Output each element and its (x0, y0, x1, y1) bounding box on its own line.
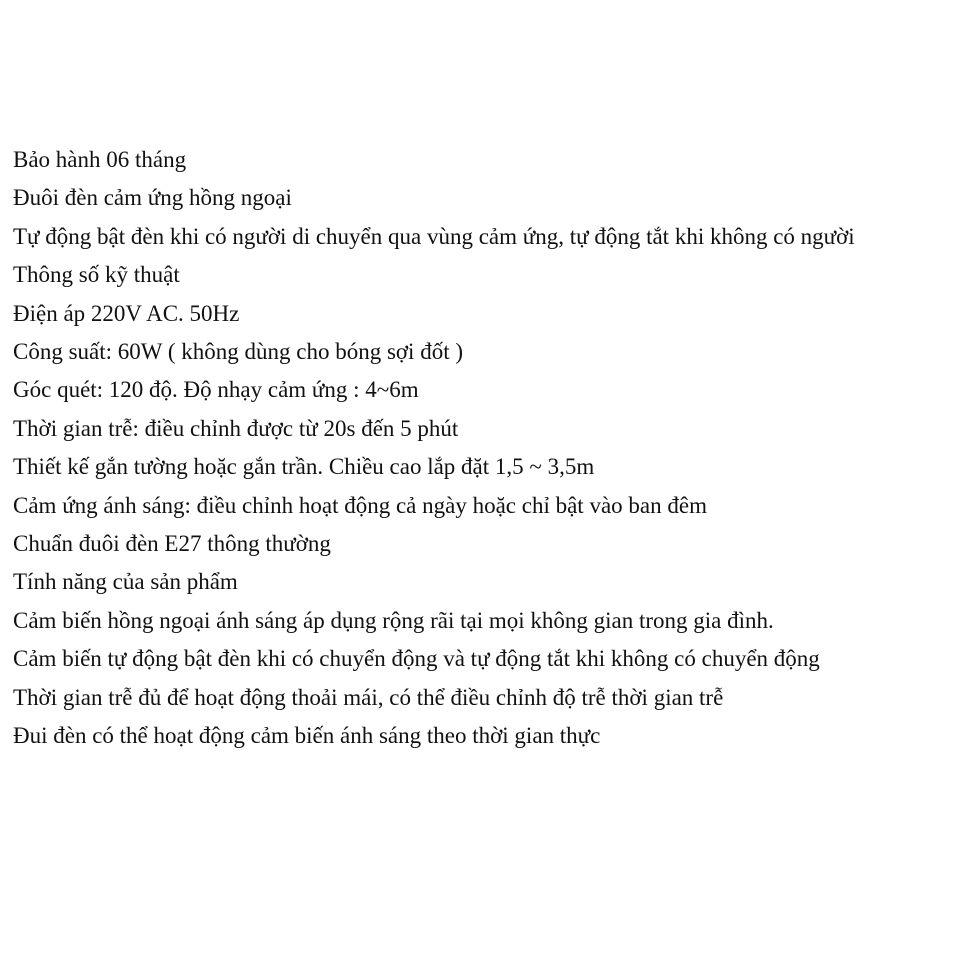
feature-line-3: Thời gian trễ đủ để hoạt động thoải mái, có thể điều chỉnh độ trễ thời gian trễ (13, 684, 724, 710)
feature-line-4: Đui đèn có thể hoạt động cảm biến ánh sáng theo thời gian thực (13, 723, 601, 749)
scan-angle-line: Góc quét: 120 độ. Độ nhạy cảm ứng : 4~6m (13, 377, 419, 403)
product-description (13, 141, 958, 756)
light-sensor-line: Cảm ứng ánh sáng: điều chỉnh hoạt động cả ngày hoặc chỉ bật vào ban đêm (13, 492, 707, 518)
mounting-line: Thiết kế gắn tường hoặc gắn trần. Chiều cao lắp đặt 1,5 ~ 3,5m (13, 454, 595, 480)
features-heading: Tính năng của sản phẩm (13, 569, 238, 595)
power-line: Công suất: 60W ( không dùng cho bóng sợi đốt ) (13, 339, 463, 365)
warranty-line: Bảo hành 06 tháng (13, 147, 187, 172)
delay-time-line: Thời gian trễ: điều chỉnh được từ 20s đến 5 phút (13, 415, 459, 441)
product-name-line: Đuôi đèn cảm ứng hồng ngoại (13, 185, 292, 211)
feature-line-2: Cảm biến tự động bật đèn khi có chuyển động và tự động tắt khi không có chuyển động (13, 646, 820, 672)
specs-heading: Thông số kỹ thuật (13, 262, 180, 288)
voltage-line: Điện áp 220V AC. 50Hz (13, 300, 240, 326)
feature-line-1: Cảm biến hồng ngoại ánh sáng áp dụng rộng rãi tại mọi không gian trong gia đình. (13, 607, 774, 633)
socket-standard-line: Chuẩn đuôi đèn E27 thông thường (13, 531, 331, 557)
auto-on-off-line: Tự động bật đèn khi có người di chuyển qua vùng cảm ứng, tự động tắt khi không có người (13, 223, 855, 249)
